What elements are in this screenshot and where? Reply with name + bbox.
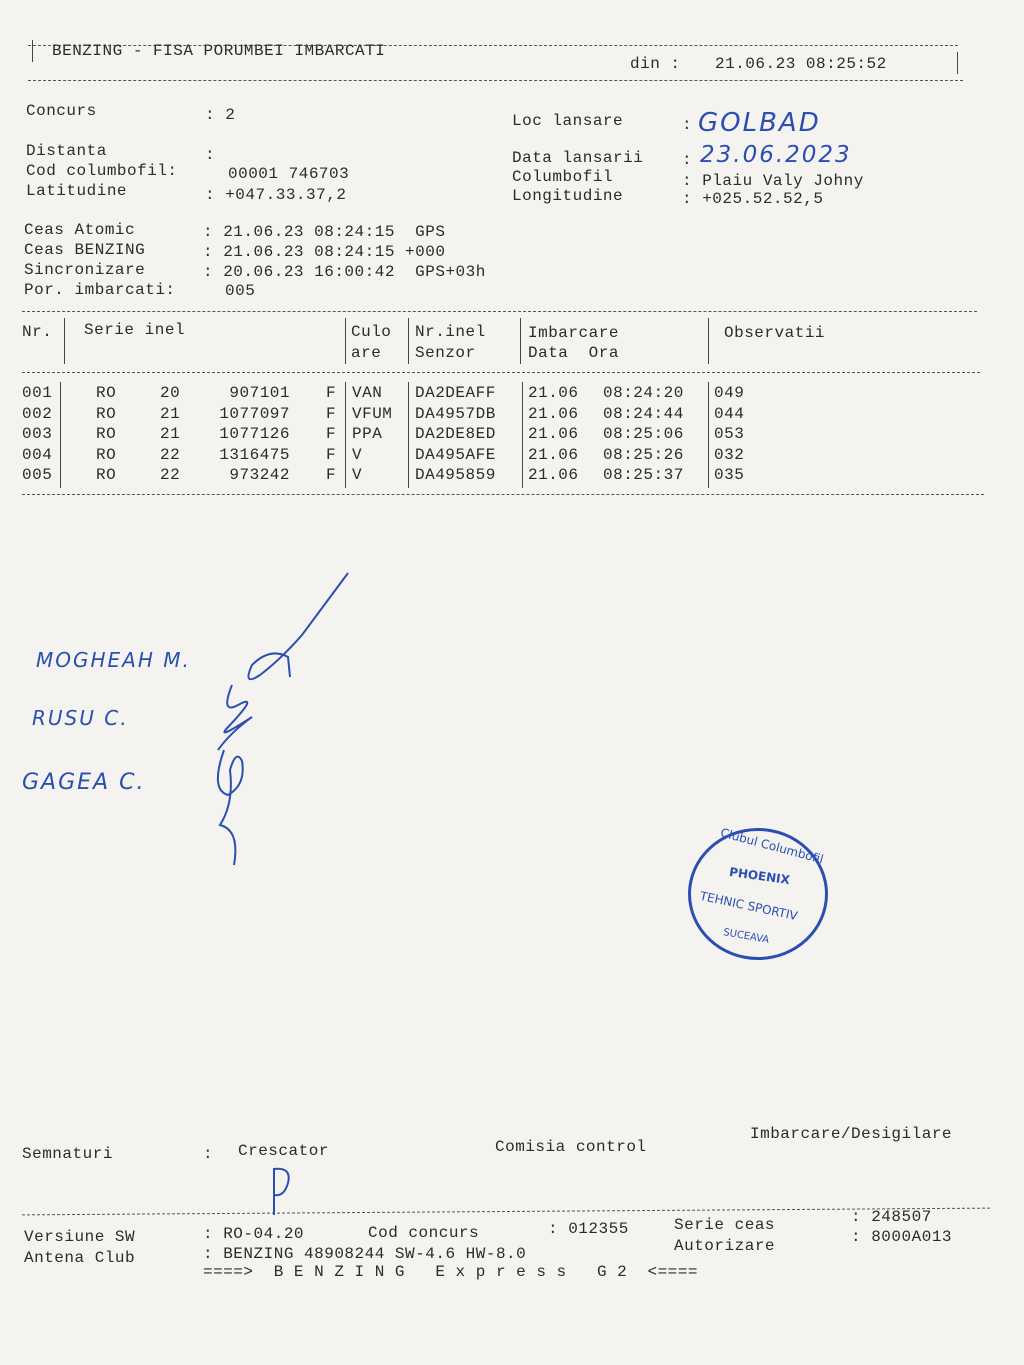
distanta-label: Distanta [26,142,107,160]
col-divider-1 [64,318,65,364]
table-bottom-border [22,494,984,495]
row-country: RO [96,445,117,464]
handwritten-signatures [190,565,370,875]
row-year: 21 [160,425,181,444]
antena-club-value: : BENZING 48908244 SW-4.6 HW-8.0 [203,1245,527,1263]
row-observatii: 035 [714,466,745,485]
row-observatii: 049 [714,384,745,402]
row-year: 20 [160,384,181,402]
row-nr: 002 [22,404,53,423]
row-ring: 1316475 [219,445,290,464]
row-sex: F [326,425,337,444]
row-date: 21.06 [528,404,579,423]
row-divider-3 [408,382,409,488]
cod-concurs-label: Cod concurs [368,1224,480,1242]
versiune-sw-value: : RO-04.20 [203,1225,305,1243]
handwritten-name-2: RUSU C. [32,706,129,730]
row-observatii: 032 [714,445,745,464]
por-imbarcati-label: Por. imbarcati: [24,281,176,299]
row-divider-5 [708,382,709,488]
comisia-control-label: Comisia control [495,1138,647,1156]
row-sex: F [326,384,337,402]
data-lansarii-label: Data lansarii [512,149,644,167]
row-time: 08:24:44 [603,404,684,423]
ceas-benzing-label: Ceas BENZING [24,241,146,259]
row-country: RO [96,425,117,444]
stamp-middle-text: PHOENIX [728,864,791,888]
print-date-label: din : [630,55,681,73]
row-color: V [352,445,363,464]
loc-lansare-colon: : [682,116,693,134]
latitudine-label: Latitudine [26,182,128,200]
header-left-edge [32,40,33,62]
data-lansarii-handwritten: 23.06.2023 [700,142,852,168]
row-time: 08:25:37 [603,466,684,485]
row-time: 08:25:06 [603,425,684,444]
row-year: 21 [160,404,181,423]
loc-lansare-label: Loc lansare [512,112,624,130]
cod-columbofil-value: 00001 746703 [228,165,350,183]
col-divider-5 [708,318,709,364]
sincronizare-value: : 20.06.23 16:00:42 GPS+03h [203,263,486,281]
row-date: 21.06 [528,425,579,444]
stamp-top-text: Clubul Columbofil [718,825,825,867]
header-imbarcare-2: Data Ora [528,344,619,362]
concurs-label: Concurs [26,102,97,120]
col-divider-2 [345,318,346,364]
versiune-sw-label: Versiune SW [24,1228,136,1246]
row-nr: 001 [22,384,53,402]
row-color: VAN [352,384,383,402]
ceas-atomic-label: Ceas Atomic [24,221,136,239]
row-ring: 1077126 [219,425,290,444]
autorizare-label: Autorizare [674,1237,776,1255]
header-bottom-border [28,80,963,81]
row-sex: F [326,466,337,485]
columbofil-label: Columbofil [512,168,614,186]
autorizare-value: : 8000A013 [851,1228,953,1246]
row-nr: 004 [22,445,53,464]
header-nr-inel-2: Senzor [415,344,476,362]
row-observatii: 044 [714,404,745,423]
document-title: BENZING - FISA PORUMBEI IMBARCATI [52,42,386,60]
benzing-express-banner: ====> B E N Z I N G E x p r e s s G 2 <==== [203,1263,698,1281]
longitudine-value: : +025.52.52,5 [682,190,824,208]
concurs-value: : 2 [205,106,236,124]
stamp-lower-text: TEHNIC SPORTIV [698,888,799,924]
row-color: PPA [352,425,383,444]
row-ring: 907101 [229,384,290,402]
por-imbarcati-value: 005 [225,282,256,300]
row-sex: F [326,445,337,464]
row-observatii: 053 [714,425,745,444]
header-right-edge [957,52,958,74]
cod-concurs-value: : 012355 [548,1220,629,1238]
header-nr-inel-1: Nr.inel [415,323,486,341]
row-sensor: DA495859 [415,466,496,485]
row-ring: 973242 [229,466,290,485]
row-time: 08:25:26 [603,445,684,464]
handwritten-name-3: GAGEA C. [22,770,146,795]
row-country: RO [96,384,117,402]
row-date: 21.06 [528,445,579,464]
row-country: RO [96,466,117,485]
club-stamp [688,825,828,960]
row-color: VFUM [352,404,393,423]
row-divider-1 [60,382,61,488]
header-culoare-1: Culo [351,323,392,341]
header-nr: Nr. [22,323,53,341]
row-sensor: DA2DE8ED [415,425,496,444]
row-nr: 005 [22,466,53,485]
serie-ceas-label: Serie ceas [674,1216,776,1234]
row-country: RO [96,404,117,423]
distanta-value: : [205,146,216,164]
row-sensor: DA495AFE [415,445,496,464]
sincronizare-label: Sincronizare [24,261,146,279]
print-date-value: 21.06.23 08:25:52 [715,55,887,73]
longitudine-label: Longitudine [512,187,624,205]
ceas-benzing-value: : 21.06.23 08:24:15 +000 [203,243,446,261]
header-imbarcare-1: Imbarcare [528,324,619,342]
row-divider-2 [345,382,346,488]
header-culoare-2: are [351,344,382,362]
row-ring: 1077097 [219,404,290,423]
col-divider-3 [408,318,409,364]
table-header-border [22,372,980,373]
row-date: 21.06 [528,466,579,485]
columbofil-value: : Plaiu Valy Johny [682,172,864,190]
crescator-label: Crescator [238,1142,329,1160]
crescator-signature [262,1165,302,1217]
imbarcare-desigilare-label: Imbarcare/Desigilare [750,1125,953,1143]
loc-lansare-handwritten: GOLBAD [698,108,821,138]
semnaturi-label: Semnaturi [22,1145,113,1163]
row-sensor: DA4957DB [415,404,496,423]
ceas-atomic-value: : 21.06.23 08:24:15 GPS [203,223,446,241]
cod-columbofil-label: Cod columbofil: [26,162,178,180]
row-time: 08:24:20 [603,384,684,402]
row-sex: F [326,404,337,423]
row-color: V [352,466,363,485]
semnaturi-colon: : [203,1145,214,1163]
data-lansarii-colon: : [682,151,693,169]
row-date: 21.06 [528,384,579,402]
footer-border [22,1208,990,1216]
latitudine-value: : +047.33.37,2 [205,186,347,204]
serie-ceas-value: : 248507 [851,1208,932,1226]
row-sensor: DA2DEAFF [415,384,496,402]
stamp-bottom-text: SUCEAVA [722,927,770,946]
row-year: 22 [160,445,181,464]
row-nr: 003 [22,425,53,444]
row-year: 22 [160,466,181,485]
handwritten-name-1: MOGHEAH M. [36,648,191,672]
header-serie-inel: Serie inel [84,321,186,339]
antena-club-label: Antena Club [24,1249,136,1267]
row-divider-4 [522,382,523,488]
table-top-border [22,311,977,312]
header-observatii: Observatii [724,324,826,342]
col-divider-4 [520,318,521,364]
